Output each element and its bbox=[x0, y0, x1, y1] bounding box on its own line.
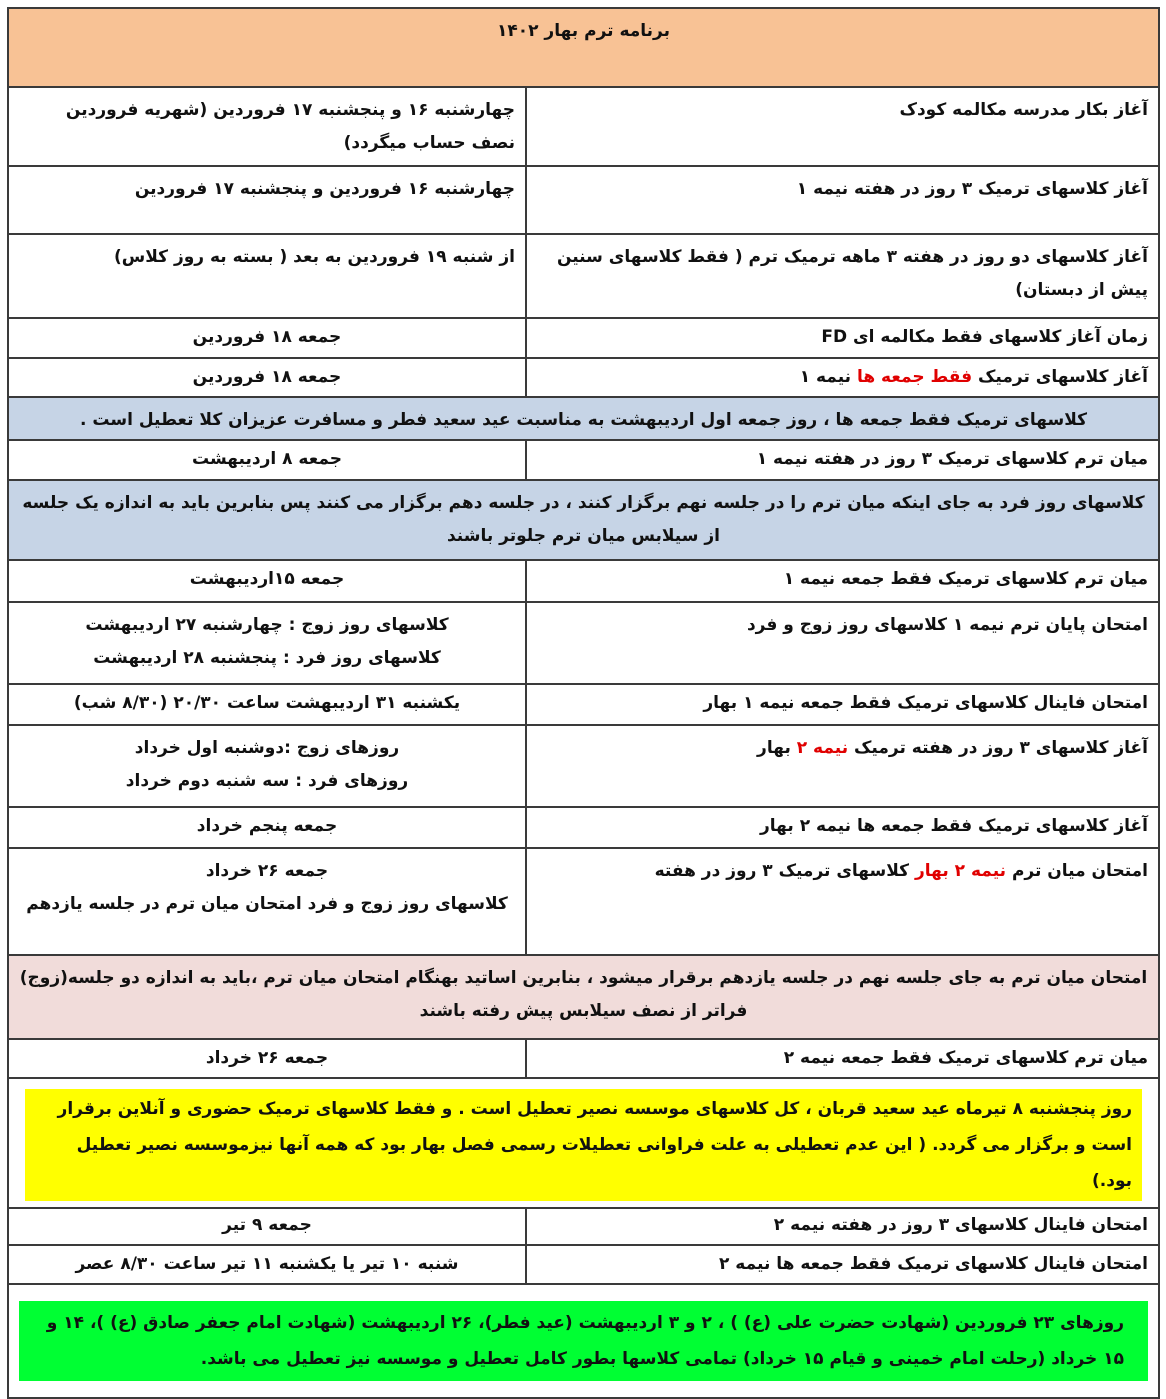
schedule-table bbox=[7, 7, 1160, 1399]
row-value: شنبه ۱۰ تیر یا یکشنبه ۱۱ تیر ساعت ۸/۳۰ عصر bbox=[8, 1245, 526, 1284]
table-row bbox=[8, 560, 1159, 602]
row-label: امتحان فاینال کلاسهای ترمیک فقط جمعه ها نیمه ۲ bbox=[526, 1245, 1159, 1284]
row-value: جمعه ۹ تیر bbox=[8, 1208, 526, 1245]
row-label bbox=[526, 848, 1159, 955]
label-part: امتحان میان ترم bbox=[1011, 861, 1148, 881]
table-row bbox=[8, 684, 1159, 725]
row-label: امتحان فاینال کلاسهای ۳ روز در هفته نیمه ۲ bbox=[526, 1208, 1159, 1245]
highlight-text: فقط جمعه ها bbox=[856, 367, 973, 387]
value-line: جمعه ۲۶ خرداد bbox=[205, 861, 329, 881]
note-blue-1: کلاسهای ترمیک فقط جمعه ها ، روز جمعه اول اردیبهشت به مناسبت عید سعید فطر و مسافرت عزیزان کلا تعطیل است . bbox=[8, 397, 1159, 440]
note-yellow: روز پنجشنبه ۸ تیرماه عید سعید قربان ، کل کلاسهای موسسه نصیر تعطیل است . و فقط کلاسهای ترمیک حضوری و آنلاین برقرار است و برگزار می گردد. ( این عدم تعطیلی به علت فراوانی تعطیلات رسمی فصل بهار بود که همه آنها نیزموسسه نصیر تعطیل بود.) bbox=[25, 1089, 1142, 1201]
value-line: کلاسهای روز زوج و فرد امتحان میان ترم در جلسه یازدهم bbox=[26, 894, 508, 914]
row-label bbox=[526, 358, 1159, 397]
table-row bbox=[8, 234, 1159, 318]
table-row bbox=[8, 1208, 1159, 1245]
note-row bbox=[8, 480, 1159, 560]
label-part: آغاز کلاسهای ۳ روز در هفته ترمیک bbox=[854, 738, 1148, 758]
row-value: جمعه ۱۸ فروردین bbox=[8, 318, 526, 358]
label-part: بهار bbox=[757, 738, 791, 758]
table-row bbox=[8, 1245, 1159, 1284]
value-line: روزهای زوج :دوشنبه اول خرداد bbox=[134, 738, 400, 758]
row-value: جمعه ۱۵اردیبهشت bbox=[8, 560, 526, 602]
note-row bbox=[8, 397, 1159, 440]
row-label: آغاز کلاسهای ترمیک فقط جمعه ها نیمه ۲ بهار bbox=[526, 807, 1159, 848]
table-row bbox=[8, 807, 1159, 848]
table-row bbox=[8, 725, 1159, 807]
table-row bbox=[8, 87, 1159, 166]
table-row bbox=[8, 848, 1159, 955]
row-value bbox=[8, 602, 526, 684]
table-row bbox=[8, 318, 1159, 358]
row-value: جمعه ۱۸ فروردین bbox=[8, 358, 526, 397]
note-row bbox=[8, 1284, 1159, 1398]
row-label: امتحان پایان ترم نیمه ۱ کلاسهای روز زوج و فرد bbox=[526, 602, 1159, 684]
row-value: چهارشنبه ۱۶ و پنجشنبه ۱۷ فروردین (شهریه فروردین نصف حساب میگردد) bbox=[8, 87, 526, 166]
note-blue-2: کلاسهای روز فرد به جای اینکه میان ترم را در جلسه نهم برگزار کنند ، در جلسه دهم برگزار می کنند پس بنابرین باید به اندازه یک جلسه از سیلابس میان ترم جلوتر باشند bbox=[8, 480, 1159, 560]
note-row bbox=[8, 1078, 1159, 1208]
table-row bbox=[8, 440, 1159, 480]
row-label: میان ترم کلاسهای ترمیک ۳ روز در هفته نیمه ۱ bbox=[526, 440, 1159, 480]
row-value bbox=[8, 848, 526, 955]
table-row bbox=[8, 358, 1159, 397]
row-value: یکشنبه ۳۱ اردیبهشت ساعت ۲۰/۳۰ (۸/۳۰ شب) bbox=[8, 684, 526, 725]
value-line: کلاسهای روز زوج : چهارشنبه ۲۷ اردیبهشت bbox=[85, 615, 449, 635]
table-row bbox=[8, 166, 1159, 234]
row-label: زمان آغاز کلاسهای فقط مکالمه ای FD bbox=[526, 318, 1159, 358]
row-value: چهارشنبه ۱۶ فروردین و پنجشنبه ۱۷ فروردین bbox=[8, 166, 526, 234]
label-part: کلاسهای ترمیک ۳ روز در هفته bbox=[654, 861, 910, 881]
value-line: کلاسهای روز فرد : پنجشنبه ۲۸ اردیبهشت bbox=[93, 648, 441, 668]
title-row bbox=[8, 8, 1159, 87]
note-pink: امتحان میان ترم به جای جلسه نهم در جلسه یازدهم برقرار میشود ، بنابرین اساتید بهنگام امتحان میان ترم ،باید به اندازه دو جلسه(زوج) فراتر از نصف سیلابس پیش رفته باشند bbox=[8, 955, 1159, 1039]
row-label: آغاز بکار مدرسه مکالمه کودک bbox=[526, 87, 1159, 166]
table-row bbox=[8, 602, 1159, 684]
value-line: روزهای فرد : سه شنبه دوم خرداد bbox=[125, 771, 409, 791]
highlight-text: نیمه ۲ بهار bbox=[914, 861, 1007, 881]
row-label bbox=[526, 725, 1159, 807]
page-title: برنامه ترم بهار ۱۴۰۲ bbox=[8, 8, 1159, 87]
note-yellow-band bbox=[8, 1078, 1159, 1208]
note-row bbox=[8, 955, 1159, 1039]
table-row bbox=[8, 1039, 1159, 1078]
row-label: امتحان فاینال کلاسهای ترمیک فقط جمعه نیمه ۱ بهار bbox=[526, 684, 1159, 725]
note-green-band bbox=[8, 1284, 1159, 1398]
note-green: روزهای ۲۳ فروردین (شهادت حضرت علی (ع) ) ، ۲ و ۳ اردیبهشت (عید فطر)، ۲۶ اردیبهشت (شهادت امام جعفر صادق (ع) )، ۱۴ و ۱۵ خرداد (رحلت امام خمینی و قیام ۱۵ خرداد) تمامی کلاسها بطور کامل تعطیل و موسسه نیز تعطیل می باشد. bbox=[19, 1301, 1148, 1381]
row-value: از شنبه ۱۹ فروردین به بعد ( بسته به روز کلاس) bbox=[8, 234, 526, 318]
row-value: جمعه ۸ اردیبهشت bbox=[8, 440, 526, 480]
row-value: جمعه ۲۶ خرداد bbox=[8, 1039, 526, 1078]
row-label: آغاز کلاسهای دو روز در هفته ۳ ماهه ترمیک ترم ( فقط کلاسهای سنین پیش از دبستان) bbox=[526, 234, 1159, 318]
label-part: آغاز کلاسهای ترمیک bbox=[978, 367, 1148, 387]
row-label: میان ترم کلاسهای ترمیک فقط جمعه نیمه ۱ bbox=[526, 560, 1159, 602]
label-part: نیمه ۱ bbox=[799, 367, 852, 387]
row-value: جمعه پنجم خرداد bbox=[8, 807, 526, 848]
row-label: میان ترم کلاسهای ترمیک فقط جمعه نیمه ۲ bbox=[526, 1039, 1159, 1078]
row-label: آغاز کلاسهای ترمیک ۳ روز در هفته نیمه ۱ bbox=[526, 166, 1159, 234]
row-value bbox=[8, 725, 526, 807]
highlight-text: نیمه ۲ bbox=[796, 738, 849, 758]
